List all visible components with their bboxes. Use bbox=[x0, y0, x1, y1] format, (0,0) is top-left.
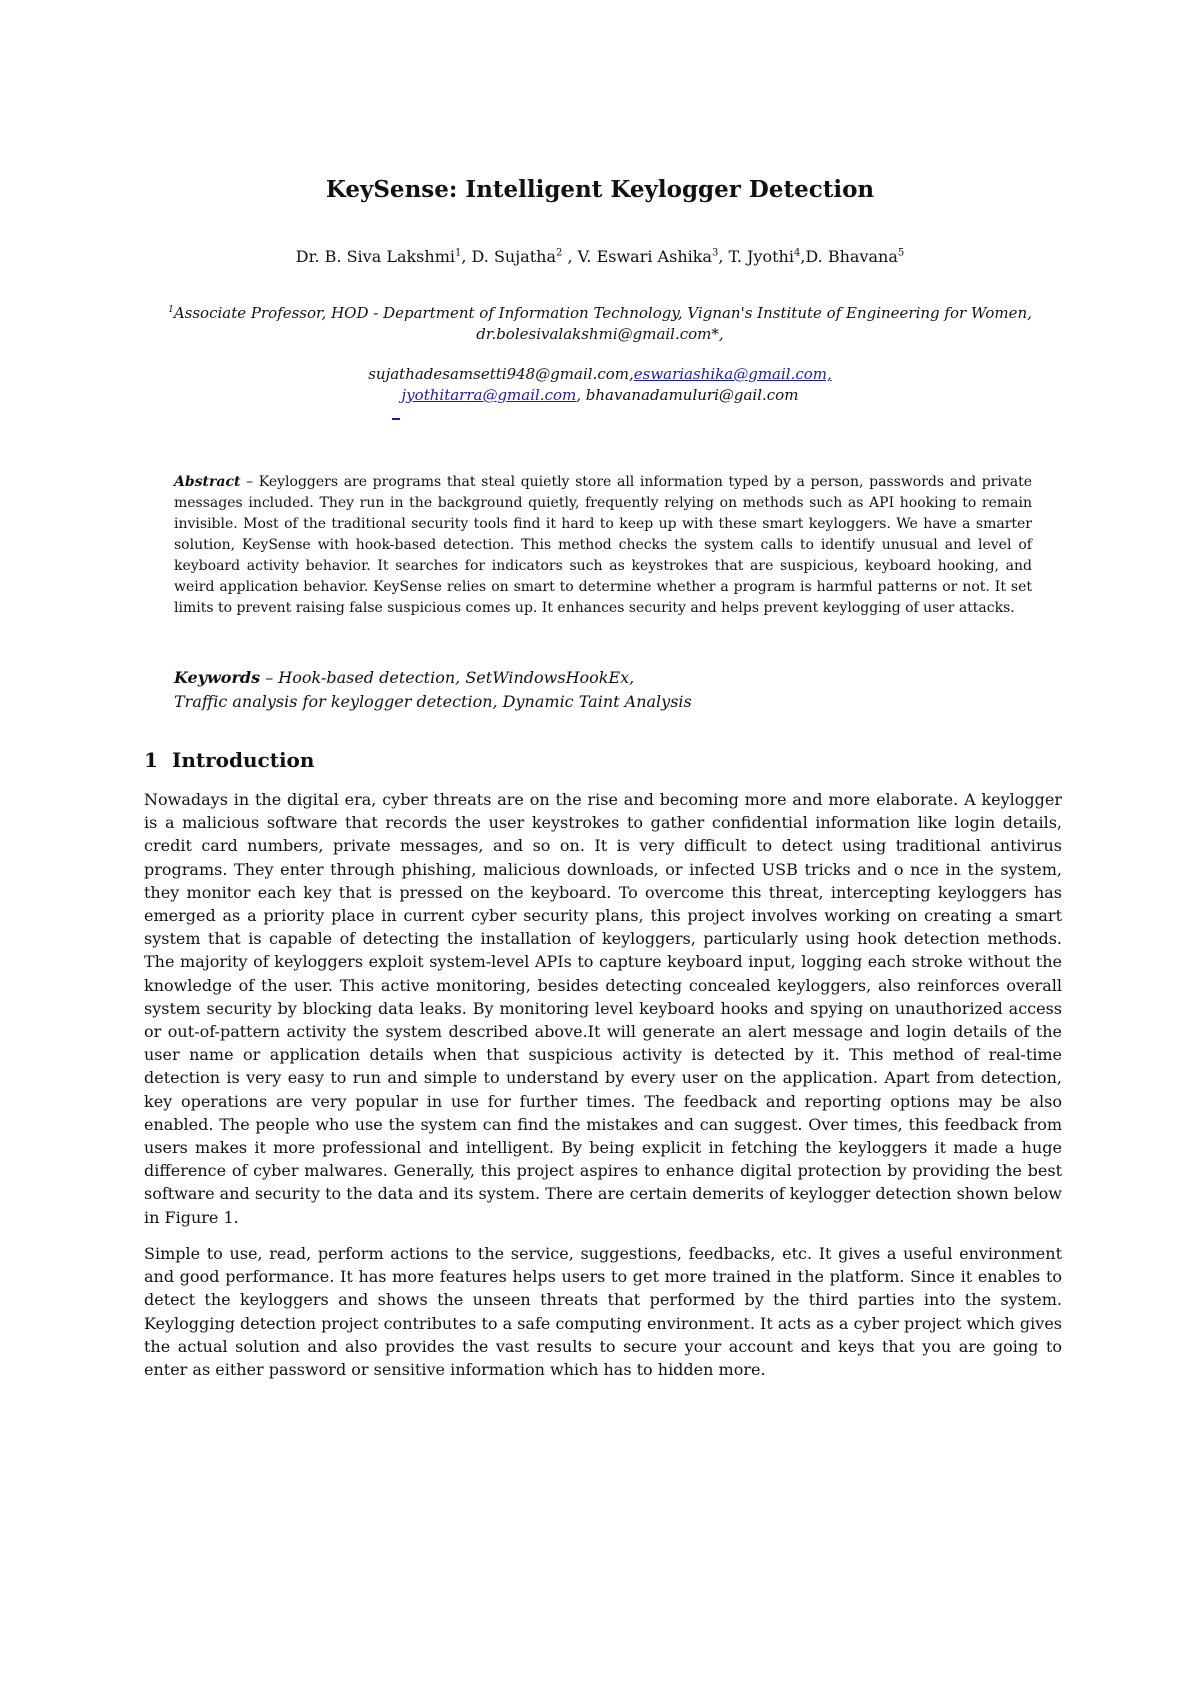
abstract-text: Keyloggers are programs that steal quietly store all information typed by a person, passwords and private messages included. They run in the background quietly, frequently relying on methods such as API hooking to remain invisible. Most of the traditional security tools find it hard to keep up with these smart keyloggers. We have a smarter solution, KeySense with hook-based detection. This method checks the system calls to identify unusual and level of keyboard activity behavior. It searches for indicators such as keystrokes that are suspicious, keyboard hooking, and weird application behavior. KeySense relies on smart to determine whether a program is harmful patterns or not. It set limits to prevent raising false suspicious comes up. It enhances security and helps prevent keylogging of user attacks. bbox=[174, 474, 1032, 616]
author-list: Dr. B. Siva Lakshmi$^1$, D. Sujatha$^2$ , V. Eswari Ashika$^3$, T. Jyothi$^4$,D. Bhavana$^5$ bbox=[295, 247, 905, 266]
email-list bbox=[0, 364, 1200, 406]
author-name: Dr. B. Siva Lakshmi bbox=[295, 247, 455, 266]
author-sup: 3 bbox=[711, 247, 719, 259]
section-title: Introduction bbox=[172, 748, 315, 772]
keywords bbox=[174, 666, 1032, 714]
affiliation-email: dr.bolesivalakshmi@gmail.com*, bbox=[476, 325, 724, 343]
author-sup: 5 bbox=[897, 247, 905, 259]
email-separator: , bbox=[576, 386, 582, 404]
email-link[interactable]: jyothitarra@gmail.com bbox=[401, 386, 577, 404]
author-sup: 2 bbox=[556, 247, 563, 259]
email-link[interactable]: eswariashika@gmail.com, bbox=[633, 365, 832, 383]
affiliation-text: Associate Professor, HOD - Department of Information Technology, Vignan's Institute of Engineering for Women, bbox=[173, 304, 1032, 322]
abstract bbox=[174, 472, 1032, 619]
author-name: T. Jyothi bbox=[728, 247, 794, 266]
paper-title: KeySense: Intelligent Keylogger Detection bbox=[325, 176, 875, 203]
section-number: 1 bbox=[144, 748, 158, 772]
abstract-dash: – bbox=[240, 474, 259, 490]
keywords-line-1: Hook-based detection, SetWindowsHookEx, bbox=[278, 668, 635, 687]
author-sup: 4 bbox=[793, 247, 801, 259]
keywords-line-2: Traffic analysis for keylogger detection, Dynamic Taint Analysis bbox=[174, 692, 692, 711]
keywords-dash: – bbox=[260, 668, 279, 687]
section-heading bbox=[144, 748, 314, 772]
author-name: V. Eswari Ashika bbox=[577, 247, 712, 266]
email-text: sujathadesamsetti948@gmail.com, bbox=[368, 365, 634, 383]
email-text: bhavanadamuluri@gail.com bbox=[585, 386, 799, 404]
body-paragraph: Simple to use, read, perform actions to the service, suggestions, feedbacks, etc. It gives a useful environment and good performance. It has more features helps users to get more trained in the platform. Since it enables to detect the keyloggers and shows the unseen threats that performed by the third parties into the system. Keylogging detection project contributes to a safe computing environment. It acts as a cyber project which gives the actual solution and also provides the vast results to secure your account and keys that you are going to enter as either password or sensitive information which has to hidden more. bbox=[144, 1244, 1062, 1380]
author-name: D. Bhavana bbox=[805, 247, 898, 266]
author-name: D. Sujatha bbox=[471, 247, 556, 266]
affiliation-sup: 1 bbox=[168, 305, 174, 315]
affiliation bbox=[0, 300, 1200, 345]
body-paragraph: Nowadays in the digital era, cyber threats are on the rise and becoming more and more elaborate. A keylogger is a malicious software that records the user keystrokes to gather confidential information like login details, credit card numbers, private messages, and so on. It is very difficult to detect using traditional antivirus programs. They enter through phishing, malicious downloads, or infected USB tricks and o nce in the system, they monitor each key that is pressed on the keyboard. To overcome this threat, intercepting keyloggers has emerged as a priority place in current cyber security plans, this project involves working on creating a smart system that is capable of detecting the installation of keyloggers, particularly using hook detection methods. The majority of keyloggers exploit system-level APIs to capture keyboard input, logging each stroke without the knowledge of the user. This active monitoring, besides detecting concealed keyloggers, also reinforces overall system security by blocking data leaks. By monitoring level keyboard hooks and spying on unauthorized access or out-of-pattern activity the system described above.It will generate an alert message and login details of the user name or application details when that suspicious activity is detected by it. This method of real-time detection is very easy to run and simple to understand by every user on the application. Apart from detection, key operations are very popular in use for further times. The feedback and reporting options may be also enabled. The people who use the system can find the mistakes and can suggest. Over times, this feedback from users makes it more professional and intelligent. By being explicit in fetching the keyloggers it made a huge difference of cyber malwares. Generally, this project aspires to enhance digital protection by providing the best software and security to the data and its system. There are certain demerits of keylogger detection shown below in Figure 1. bbox=[144, 790, 1062, 1227]
author-sup: 1 bbox=[454, 247, 462, 259]
abstract-label: Abstract bbox=[174, 474, 241, 490]
stray-link-mark bbox=[392, 418, 400, 420]
keywords-label: Keywords bbox=[174, 668, 261, 687]
